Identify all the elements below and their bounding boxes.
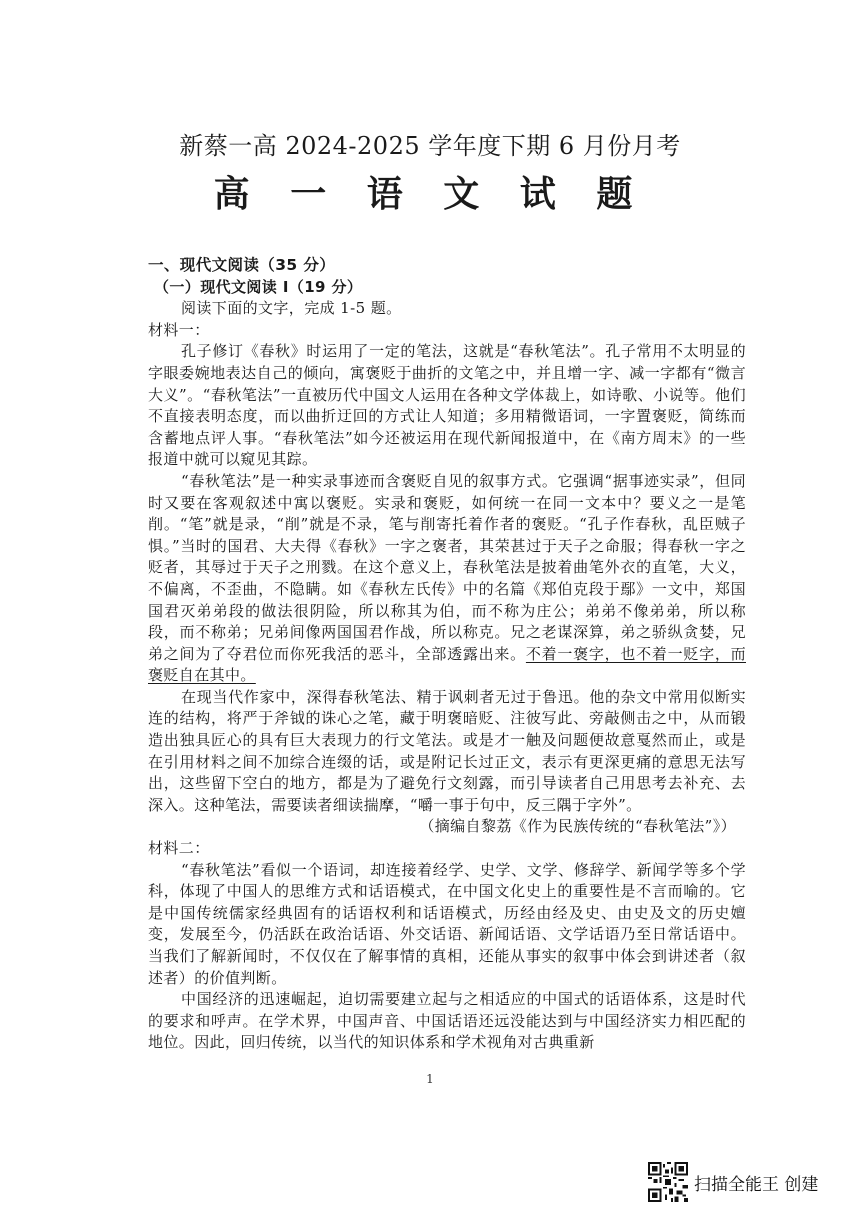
exam-name: 新蔡一高 2024-2025 学年度下期 6 月份月考 [179, 132, 681, 160]
material1-label: 材料一： [148, 320, 210, 339]
material1-source: （摘编自黎荔《作为民族传统的“春秋笔法”》） [419, 817, 736, 836]
scanner-watermark [648, 1162, 818, 1202]
sub-heading: （一）现代文阅读 I（19 分） [154, 277, 363, 296]
material2-paragraph-2: 中国经济的迅速崛起，迫切需要建立起与之相适应的中国式的话语体系，这是时代的要求和呼声。在学术界，中国声音、中国话语还远没能达到与中国经济实力相匹配的地位。因此，回归传统，以当代的知识体系和学术视角对古典重新 [148, 990, 746, 1052]
material2-label: 材料二： [148, 839, 210, 858]
qr-code-icon [648, 1162, 688, 1202]
underlined-sentence: 不着一褒字，也不着一贬字，而褒贬自在其中。 [148, 644, 746, 685]
material1-paragraph-2 [148, 471, 746, 687]
subject-title: 高 一 语 文 试 题 [213, 173, 647, 215]
section-heading: 一、现代文阅读（35 分） [148, 256, 336, 274]
material1-paragraph-1: 孔子修订《春秋》时运用了一定的笔法，这就是“春秋笔法”。孔子常用不太明显的字眼委婉地表达自己的倾向，寓褒贬于曲折的文笔之中，并且增一字、减一字都有“微言大义”。“春秋笔法”一直被历代中国文人运用在各种文学体裁上，如诗歌、小说等。他们不直接表明态度，而以曲折迂回的方式让人知道；多用精微语词，一字置褒贬，简练而含蓄地点评人事。“春秋笔法”如今还被运用在现代新闻报道中，在《南方周末》的一些报道中就可以窥见其踪。 [148, 342, 746, 469]
material1-paragraph-2-text: “春秋笔法”是一种实录事迹而含褒贬自见的叙事方式。它强调“据事迹实录”，但同时又要在客观叙述中寓以褒贬。实录和褒贬，如何统一在同一文本中？要义之一是笔削。“笔”就是录，“削”就是不录，笔与削寄托着作者的褒贬。“孔子作春秋，乱臣贼子惧。”当时的国君、大夫得《春秋》一字之褒者，其荣甚过于天子之命服；得春秋一字之贬者，其辱过于天子之刑戮。在这个意义上，春秋笔法是披着曲笔外衣的直笔，大义，不偏离，不歪曲，不隐瞒。如《春秋左氏传》中的名篇《郑伯克段于鄢》一文中，郑国国君灭弟弟段的做法很阴险，所以称其为伯，而不称为庄公；弟弟不像弟弟，所以称段，而不称弟；兄弟间像两国国君作战，所以称克。兄之老谋深算，弟之骄纵贪婪，兄弟之间为了夺君位而你死我活的恶斗，全部透露出来。 [148, 471, 746, 663]
reading-content [148, 255, 746, 1054]
scanner-credit: 扫描全能王 创建 [694, 1174, 819, 1195]
instruction: 阅读下面的文字，完成 1-5 题。 [181, 299, 402, 318]
material1-paragraph-3: 在现当代作家中，深得春秋笔法、精于讽刺者无过于鲁迅。他的杂文中常用似断实连的结构，将严于斧钺的诛心之笔，藏于明褒暗贬、注彼写此、旁敲侧击之中，从而锻造出独具匠心的具有巨大表现力的行文笔法。或是才一触及问题便故意戛然而止，或是在引用材料之间不加综合连缀的话，或是附记长过正文，表示有更深更痛的意思无法写出，这些留下空白的地方，都是为了避免行文刻露，而引导读者自己用思考去补充、去深入。这种笔法，需要读者细读揣摩，“嚼一事于句中，反三隅于字外”。 [148, 687, 746, 814]
material2-paragraph-1: “春秋笔法”看似一个语词，却连接着经学、史学、文学、修辞学、新闻学等多个学科，体现了中国人的思维方式和话语模式，在中国文化史上的重要性是不言而喻的。它是中国传统儒家经典固有的话语权利和话语模式，历经由经及史、由史及文的历史嬗变，发展至今，仍活跃在政治话语、外交话语、新闻话语、文学话语乃至日常话语中。当我们了解新闻时，不仅仅在了解事情的真相，还能从事实的叙事中体会到讲述者（叙述者）的价值判断。 [148, 860, 746, 987]
page-number: 1 [426, 1072, 434, 1086]
